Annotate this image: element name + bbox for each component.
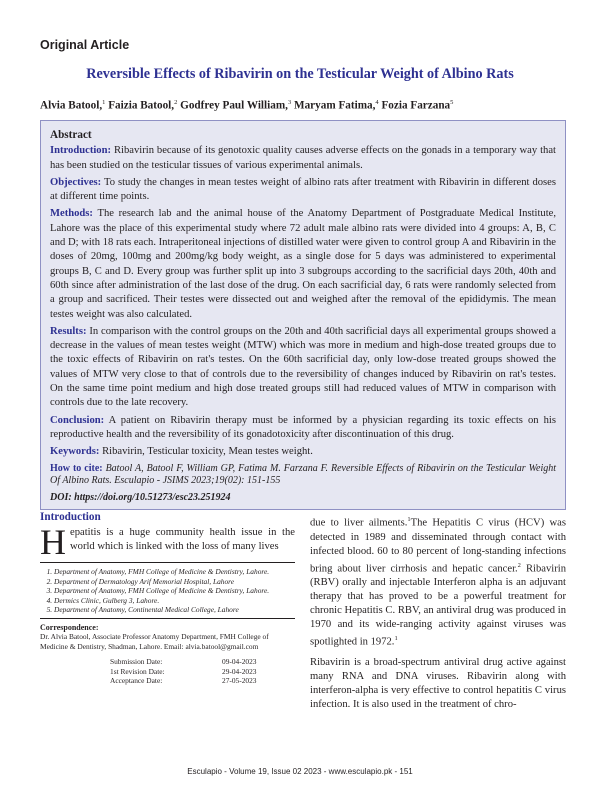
abstract-conclusion xyxy=(50,414,556,443)
author-name: Godfrey Paul William, xyxy=(180,99,288,112)
abstract-keywords xyxy=(50,445,556,459)
drop-cap: H xyxy=(40,522,66,562)
body-paragraph xyxy=(310,513,566,650)
date-value: 27-05-2023 xyxy=(222,676,257,686)
body-paragraph: Ribavirin is a broad-spectrum antiviral drug active against many RNA and DNA viruses. Ribavirin along with interferon-alpha is very effective to control hepatitis C virus infection. It is also used in the treatment of chro- xyxy=(310,656,566,710)
body-text: The Hepatitis C virus (HCV) was detected in 1989 and disseminated through contact with infected blood. 60 to 80 percent of long-standing infections bring about liver cirrhosis and hepatic cancer. xyxy=(310,517,566,575)
date-row xyxy=(40,676,295,686)
introduction-text: Ribavirin because of its genotoxic quality causes adverse effects on the gonads in a temporary way that has been studied on the testicular tissues of various experimental animals. xyxy=(50,145,556,171)
correspondence-text: Dr. Alvia Batool, Associate Professor Anatomy Department, FMH College of Medicine & Dentistry, Shadman, Lahore. Email: alvia.batool@gmail.com xyxy=(40,631,269,651)
date-value: 09-04-2023 xyxy=(222,657,257,667)
date-row xyxy=(40,667,295,677)
keywords-text: Ribavirin, Testicular toxicity, Mean testes weight. xyxy=(102,446,313,458)
article-title: Reversible Effects of Ribavirin on the Testicular Weight of Albino Rats xyxy=(86,66,514,82)
abstract-methods xyxy=(50,207,556,321)
author-affiliation-number: 4 xyxy=(375,99,379,106)
submission-dates xyxy=(40,657,295,686)
introduction-label: Introduction: xyxy=(50,145,112,157)
abstract-box xyxy=(40,120,566,510)
introduction-heading: Introduction xyxy=(40,511,101,523)
methods-text: The research lab and the animal house of the Anatomy Department of Postgraduate Medical Institute, Lahore was the place of this experimental study where 72 adult male albino rats were divided into 4 groups: A, B, C and D; with 18 rats each. Intraperitoneal injections of distilled water were given to control group A and Ribavirin in the doses of 20mg, 100mg and 200mg/kg body weight, as a single dose for 5 days was administered to experimental groups B, C and D. Every group was further split up into 3 subgroups according to the sacrificial days 20th, 40th and 60th since after administration of the last dose of the drug. On each sacrificial day, 6 rats were randomly selected from a group and sacrificed. Their testes were dissected out and weighed after the removal of the epididymis. The mean testes weight was also calculated. xyxy=(50,208,556,320)
correspondence-divider xyxy=(40,618,295,619)
conclusion-label: Conclusion: xyxy=(50,414,105,426)
date-row xyxy=(40,657,295,667)
article-type-label: Original Article xyxy=(40,38,130,52)
conclusion-text: A patient on Ribavirin therapy must be informed by a physician regarding its toxic effects on his reproductive health and the reversibility of its gonadotoxicity after discontinuation of this drug. xyxy=(50,414,556,440)
abstract-objectives xyxy=(50,176,556,205)
author-name: Faizia Batool, xyxy=(108,99,175,112)
abstract-heading: Abstract xyxy=(50,129,92,141)
citation-ref: 1 xyxy=(394,635,398,643)
introduction-paragraph xyxy=(40,522,295,562)
date-label: Submission Date: xyxy=(110,657,163,667)
affiliation-item: 4. Dermics Clinic, Gulberg 3, Lahore. xyxy=(54,596,295,606)
objectives-text: To study the changes in mean testes weight of albino rats after treatment with Ribavirin in different doses at different time points. xyxy=(50,176,556,203)
affiliations-list xyxy=(40,567,295,615)
affiliation-item: 5. Department of Anatomy, Continental Medical College, Lahore xyxy=(54,605,295,615)
doi-link[interactable]: DOI: https://doi.org/10.51273/esc23.251924 xyxy=(50,491,231,503)
abstract-results xyxy=(50,325,556,411)
author-affiliation-number: 5 xyxy=(450,99,454,106)
body-text: Ribavirin (RBV) orally and injectable Interferon alpha is an adjuvant therapy that has proved to be a powerful treatment for chronic Hepatitis C. RBV, an antiviral drug was produced in 1970 and its wide-ranging activity against viruses was spotlighted in 1972. xyxy=(310,563,567,648)
author-name: Fozia Farzana xyxy=(381,99,451,112)
introduction-text: epatitis is a huge community health issue in the world which is linked with the loss of many lives xyxy=(70,527,295,552)
cite-label: How to cite: xyxy=(50,462,103,474)
date-label: 1st Revision Date: xyxy=(110,666,165,676)
keywords-label: Keywords: xyxy=(50,446,100,458)
author-affiliation-number: 3 xyxy=(287,99,292,106)
results-text: In comparison with the control groups on the 20th and 40th sacrificial days all experimental groups showed a decrease in the values of mean testes weight (MTW) which was more in medium and high-dose treated groups due to the toxic effects of Ribavirin on rat's testes. On the 60th sacrificial day, only low-dose treated groups showed the values of MTW very close to that of controls due to the reversibility of changes induced by Ribavirin on rat's testes. On the same time point medium and high dose treated groups still had reduced values of MTW in comparison with controls due to the late recovery. xyxy=(50,325,556,409)
date-value: 29-04-2023 xyxy=(222,666,257,676)
author-name: Alvia Batool, xyxy=(40,99,103,112)
cite-text: Batool A, Batool F, William GP, Fatima M. Farzana F. Reversible Effects of Ribavirin on the Testicular Weight Of Albino Rats. Esculapio - JSIMS 2023;19(02): 151-155 xyxy=(50,462,557,487)
results-label: Results: xyxy=(50,325,87,337)
date-label: Acceptance Date: xyxy=(110,676,163,686)
abstract-introduction xyxy=(50,144,556,173)
how-to-cite xyxy=(50,463,556,488)
affiliation-item: 3. Department of Anatomy, FMH College of Medicine & Dentistry, Lahore. xyxy=(54,586,295,596)
objectives-label: Objectives: xyxy=(50,176,102,188)
footnote-divider xyxy=(40,562,295,563)
author-name: Maryam Fatima, xyxy=(294,99,376,112)
affiliation-item: 1. Department of Anatomy, FMH College of Medicine & Dentistry, Lahore. xyxy=(54,567,295,577)
citation-ref: 1 xyxy=(407,516,411,523)
author-affiliation-number: 1 xyxy=(102,99,106,106)
methods-label: Methods: xyxy=(50,208,93,220)
correspondence-heading: Correspondence: xyxy=(40,622,99,632)
author-list xyxy=(40,99,453,112)
left-column xyxy=(40,511,295,686)
affiliation-item: 2. Department of Dermatology Arif Memorial Hospital, Lahore xyxy=(54,577,295,587)
citation-ref: 2 xyxy=(517,561,521,569)
right-column xyxy=(310,513,566,718)
page-footer: Esculapio - Volume 19, Issue 02 2023 - www.esculapio.pk - 151 xyxy=(187,767,413,776)
body-text: due to liver ailments. xyxy=(310,517,408,529)
author-affiliation-number: 2 xyxy=(174,99,178,106)
